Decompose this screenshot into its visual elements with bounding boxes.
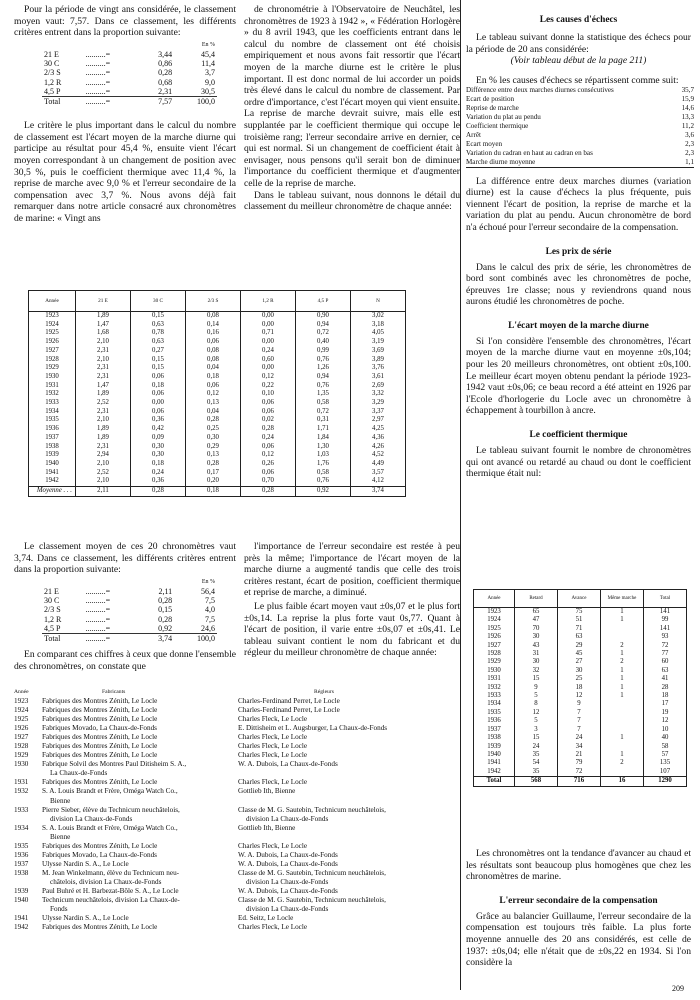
- proportion-table-best: En % 21 E ..........= 2,11 56,4 30 C ..........= 0,28 7,5 2/3 S ..........= 0,15 4,0 1,2 R ..........= 0,28 7,5 4,5 P ..........= 0,92 24,6 Total ..........= 3,74 100,0: [44, 578, 215, 643]
- paragraph: Pour la période de vingt ans considérée, le classement moyen vaut: 7,57. Dans ce classement, les différents critères entrent dans la proportion suivante:: [14, 4, 236, 39]
- column-1: [14, 4, 236, 225]
- table-row: 1923 1,89 0,15 0,08 0,00 0,90 3,02: [29, 312, 406, 321]
- paragraph: Le classement moyen de ces 20 chronomètres vaut 3,74. Dans ce classement, les différents critères entrent dans la proportion suivante:: [14, 541, 236, 576]
- column-3-bottom: [466, 848, 691, 969]
- winner-row: 1934 S. A. Louis Brandt et Frère, Oméga Watch Co., Gottlieb Ith, Bienne: [14, 823, 296, 832]
- heading: L'écart moyen de la marche diurne: [508, 320, 649, 331]
- table-row: 1924 47 51 1 99: [474, 616, 687, 624]
- table-row: 1923 65 75 1 141: [474, 608, 687, 617]
- winner-row: 1928 Fabriques des Montres Zénith, Le Locle Charles Fleck, Le Locle: [14, 742, 308, 751]
- winner-row-continued: division La Chaux-de-Fonds division La Chaux-de-Fonds: [50, 814, 329, 823]
- column-2: [244, 4, 460, 213]
- paragraph: En % les causes d'échecs se répartissent comme suit:: [476, 74, 679, 86]
- cause-row: Ecart moyen 2,3: [466, 139, 694, 148]
- winner-row: 1940 Technicum neuchâtelois, division La Chaux-de- Classe de M. G. Sautebin, Technicum neuchâtelois,: [14, 896, 386, 905]
- winner-row: 1931 Fabriques des Montres Zénith, Le Locle Charles Fleck, Le Locle: [14, 778, 308, 787]
- table-row: 1925 70 71 141: [474, 625, 687, 633]
- table-row: 1939 24 34 58: [474, 743, 687, 751]
- table-row: 1940 35 21 1 57: [474, 751, 687, 759]
- thermique-table-wrap: [473, 589, 687, 787]
- heading: Les causes d'échecs: [539, 15, 618, 25]
- mid-left-block: [14, 541, 236, 672]
- table-row: 1933 2,52 0,00 0,13 0,06 0,58 3,29: [29, 399, 406, 408]
- proportion-table: En % 21 E ..........= 3,44 45,4 30 C ..........= 0,86 11,4 2/3 S ..........= 0,28 3,7 1,2 R ..........= 0,68 9,0 4,5 P ..........= 2,31 30,5 Total ..........= 7,57 100,0: [44, 41, 215, 106]
- table-row: 1934 2,31 0,06 0,04 0,06 0,72 3,37: [29, 408, 406, 417]
- column-3: [466, 14, 694, 480]
- paragraph: Le critère le plus important dans le calcul du nombre de classement est l'écart moyen de la marche diurne qui participe au résultat pour 45,4 %, ensuite vient l'écart moyen correspondant à un changement de position avec 30,5 %, puis le coefficient thermique avec 11,4 %, la reprise de marche avec 9,0 % et l'erreur secondaire de la compensation avec 3,7 %. Nous avons déjà fait remarquer dans notre article consacré aux chronomètres de marine: « Vingt ans: [14, 120, 236, 224]
- table-row: 1938 15 24 1 40: [474, 734, 687, 742]
- cause-row: Variation du cadran en haut au cadran en bas 2,3: [466, 148, 694, 157]
- table-row: 1928 31 45 1 77: [474, 650, 687, 658]
- table-row: 1932 9 18 1 28: [474, 684, 687, 692]
- winner-row-continued: Fonds division La Chaux-de-Fonds: [50, 905, 329, 914]
- winner-row: 1936 Fabriques Movado, La Chaux-de-Fonds W. A. Dubois, La Chaux-de-Fonds: [14, 850, 338, 859]
- winner-row-continued: Bienne: [50, 832, 71, 841]
- total-row: Total 568 716 16 1290: [474, 777, 687, 786]
- paragraph: l'importance de l'erreur secondaire est restée à peu près la même; l'importance de l'écart moyen de la marche diurne a augmenté tandis que celle des trois critères restant, écart de position, coefficient thermique et reprise de marche, a diminué.: [244, 541, 460, 599]
- average-row: Moyenne . . . 2,11 0,28 0,18 0,28 0,92 3,74: [29, 487, 406, 497]
- cause-row: Arrêt 3,6: [466, 130, 694, 139]
- table-row: 1930 2,31 0,06 0,18 0,12 0,94 3,61: [29, 373, 406, 382]
- thermique-table: Année Retard Avance Même marche Total 1923 65 75 1 141 1924 47 51 1 99 1925 70 71 141 1926 30 63 93 1927 43 29 2 72 1928 31 45 1 77 1929 30 27 2 60 1930 32 30 1 63 1931 15 25 1 41 1932 9 18 1 28 1933 5 12 1 18 1934 8 9 17 1935 12 7 19 1936 5 7 12 1937 3 7 10 1938 15 24 1 40 1939 24 34 58 1940 35 21 1 57 1941 54 79 2 135 1942 35 72 107 Total 568 716 16 1290: [473, 589, 687, 787]
- winner-row: 1938 M. Jean Winkelmann, élève du Technicum neu- Classe de M. G. Sautebin, Technicum neuchâtelois,: [14, 868, 386, 877]
- winner-row: 1935 Fabriques des Montres Zénith, Le Locle Charles Fleck, Le Locle: [14, 841, 308, 850]
- table-row: 1937 1,89 0,09 0,30 0,24 1,84 4,36: [29, 434, 406, 443]
- table-row: 1937 3 7 10: [474, 726, 687, 734]
- winner-row: 1933 Pierre Sieber, élève du Technicum neuchâtelois, Classe de M. G. Sautebin, Technicum neuchâtelois,: [14, 805, 386, 814]
- winner-row: 1923 Fabriques des Montres Zénith, Le Locle Charles-Ferdinand Perret, Le Locle: [14, 697, 340, 705]
- paragraph: Les chronomètres ont la tendance d'avancer au chaud et les résultats sont beaucoup plus homogènes que chez les chronomètres de marine.: [466, 848, 691, 883]
- table-row: 1940 2,10 0,18 0,28 0,26 1,76 4,49: [29, 460, 406, 469]
- table-row: 1931 15 25 1 41: [474, 675, 687, 683]
- table-row: 1926 2,10 0,63 0,06 0,00 0,40 3,19: [29, 338, 406, 347]
- winner-row: 1937 Ulysse Nardin S. A., Le Locle W. A. Dubois, La Chaux-de-Fonds: [14, 859, 338, 868]
- table-row: 1924 1,47 0,63 0,14 0,00 0,94 3,18: [29, 321, 406, 330]
- paragraph: Grâce au balancier Guillaume, l'erreur secondaire de la compensation est toujours très faible. La plus forte moyenne annuelle des 20 ans considérés, est celle de 1937: ±0s,04; elle n'était que de ±0s,22 en 1934. Si l'on considère la: [466, 910, 691, 969]
- table-row: 1935 2,10 0,36 0,28 0,02 0,31 2,97: [29, 416, 406, 425]
- table-row: 1935 12 7 19: [474, 709, 687, 717]
- table-row: 1934 8 9 17: [474, 700, 687, 708]
- causes-list: [466, 86, 694, 167]
- paragraph: La différence entre deux marches diurnes (variation diurne) est la cause d'échecs la plus fréquente, puis viennent l'écart de position, la reprise de marche et la variation du plat au pendu. Aucun chronomètre de bord n'a échoué pour l'erreur secondaire de la compensation.: [466, 175, 691, 233]
- table-row: 1929 2,31 0,15 0,04 0,00 1,26 3,76: [29, 364, 406, 373]
- heading: Les prix de série: [545, 246, 612, 257]
- classement-table-wrap: [28, 290, 406, 497]
- column-divider: [460, 0, 461, 990]
- winner-row: 1927 Fabriques des Montres Zénith, Le Locle Charles Fleck, Le Locle: [14, 733, 308, 742]
- mid-right-block: [244, 541, 460, 659]
- winner-row: 1925 Fabriques des Montres Zénith, Le Locle Charles Fleck, Le Locle: [14, 715, 308, 724]
- paragraph: Le tableau suivant donne la statistique des échecs pour la période de 20 ans considérée:: [466, 32, 691, 55]
- paragraph: En comparant ces chiffres à ceux que donne l'ensemble des chronomètres, on constate que: [14, 649, 236, 672]
- table-row: 1932 1,89 0,06 0,12 0,10 1,35 3,32: [29, 390, 406, 399]
- classement-table: Année 21 E 30 C 2/3 S 1,2 R 4,5 P N 1923 1,89 0,15 0,08 0,00 0,90 3,02 1924 1,47 0,63 0,14 0,00 0,94 3,18 1925 1,68 0,78 0,16 0,71 0,72 4,05 1926 2,10 0,63 0,06 0,00 0,40 3,19 1927 2,31 0,27 0,08 0,24 0,99 3,69 1928 2,10 0,15 0,08 0,60 0,76 3,89 1929 2,31 0,15 0,04 0,00 1,26 3,76 1930 2,31 0,06 0,18 0,12 0,94 3,61 1931 1,47 0,18 0,06 0,22 0,76 2,69 1932 1,89 0,06 0,12 0,10 1,35 3,32 1933 2,52 0,00 0,13 0,06 0,58 3,29 1934 2,31 0,06 0,04 0,06 0,72 3,37 1935 2,10 0,36 0,28 0,02 0,31 2,97 1936 1,89 0,42 0,25 0,28 1,71 4,25 1937 1,89 0,09 0,30 0,24 1,84 4,36 1938 2,31 0,30 0,29 0,06 1,30 4,26 1939 2,94 0,30 0,13 0,12 1,03 4,52 1940 2,10 0,18 0,28 0,26 1,76 4,49 1941 2,52 0,24 0,17 0,06 0,58 3,57 1942 2,10 0,36 0,20 0,70 0,76 4,12 Moyenne . . . 2,11 0,28 0,18 0,28 0,92 3,74: [28, 290, 406, 497]
- table-row: 1936 1,89 0,42 0,25 0,28 1,71 4,25: [29, 425, 406, 434]
- winner-row: 1929 Fabriques des Montres Zénith, Le Locle Charles Fleck, Le Locle: [14, 751, 308, 760]
- winner-row: 1930 Fabrique Solvil des Montres Paul Ditisheim S. A., W. A. Dubois, La Chaux-de-Fonds: [14, 760, 338, 769]
- unit-label: En %: [201, 41, 215, 48]
- heading: L'erreur secondaire de la compensation: [499, 895, 658, 906]
- table-row: 1941 2,52 0,24 0,17 0,06 0,58 3,57: [29, 469, 406, 478]
- cause-row: Marche diurne moyenne 1,1: [466, 157, 694, 166]
- paragraph: Dans le calcul des prix de série, les chronomètres de bord sont combinés avec les chronomètres de poche, épreuves 1re classe; nous y reviendrons quand nous aurons étudié les chronomètres de poche.: [466, 261, 691, 308]
- table-row: 1942 2,10 0,36 0,20 0,70 0,76 4,12: [29, 477, 406, 486]
- cause-row: Différence entre deux marches diurnes consécutives 35,7: [466, 86, 694, 95]
- table-row: 1942 35 72 107: [474, 768, 687, 777]
- paragraph: de chronométrie à l'Observatoire de Neuchâtel, les chronomètres de 1923 à 1942 », « Fédération Horlogère » du 8 avril 1943, que les coefficients entrant dans le calcul du nombre de classement ont été choisis empiriquement et nous avons fait ressortir que l'écart moyen de la marche diurne est le critère le plus important. Il est donc normal de lui accorder un poids très élevé dans le calcul du nombre de classement. Par ordre d'importance, c'est l'écart moyen qui vient ensuite. La reprise de marche devrait suivre, mais elle est supplantée par le coefficient thermique qui occupe le troisième rang; l'erreur secondaire arrive en dernier, ce qui est normal. Si un changement de coefficient était à envisager, nous pensons qu'il serait bon de diminuer l'importance du coefficient thermique et d'augmenter celle de la reprise de marche.: [244, 4, 460, 189]
- winner-row-continued: La Chaux-de-Fonds: [50, 769, 108, 778]
- table-row: 1941 54 79 2 135: [474, 759, 687, 767]
- table-row: 1928 2,10 0,15 0,08 0,60 0,76 3,89: [29, 356, 406, 365]
- table-row: 1930 32 30 1 63: [474, 667, 687, 675]
- table-row: 1926 30 63 93: [474, 633, 687, 641]
- winner-row: 1924 Fabriques des Montres Zénith, Le Locle Charles-Ferdinand Perret, Le Locle: [14, 706, 340, 715]
- table-row: 1929 30 27 2 60: [474, 658, 687, 666]
- cause-row: Reprise de marche 14,6: [466, 104, 694, 113]
- table-row: 1938 2,31 0,30 0,29 0,06 1,30 4,26: [29, 443, 406, 452]
- winners-table: Année Fabricants Régleurs 1923 Fabriques des Montres Zénith, Le Locle Charles-Ferdinand Perret, Le Locle 1924 Fabriques des Montres Zénith, Le Locle Charles-Ferdinand Perret, Le Locle 1925 Fabriques des Montres Zénith, Le Locle Charles Fleck, Le Locle 1926 Fabriques Movado, La Chaux-de-Fonds E. Dittisheim et L. Augsburger, La Chaux-de-Fonds 1927 Fabriques des Montres Zénith, Le Locle Charles Fleck, Le Locle 1928 Fabriques des Montres Zénith, Le Locle Charles Fleck, Le Locle 1929 Fabriques des Montres Zénith, Le Locle Charles Fleck, Le Locle 1930 Fabrique Solvil des Montres Paul Ditisheim S. A., W. A. Dubois, La Chaux-de-Fonds La Chaux-de-Fonds 1931 Fabriques des Montres Zénith, Le Locle Charles Fleck, Le Locle 1932 S. A. Louis Brandt et Frère, Oméga Watch Co., Gottlieb Ith, Bienne Bienne 1933 Pierre Sieber, élève du Technicum neuchâtelois, Classe de M. G. Sautebin, Technicum neuchâtelois, division La Chaux-de-Fonds division La Chaux-de-Fonds 1934 S. A. Louis Brandt et Frère, Oméga Watch Co., Gottlieb Ith, Bienne Bienne 1935 Fabriques des Montres Zénith, Le Locle Charles Fleck, Le Locle 1936 Fabriques Movado, La Chaux-de-Fonds W. A. Dubois, La Chaux-de-Fonds 1937 Ulysse Nardin S. A., Le Locle W. A. Dubois, La Chaux-de-Fonds 1938 M. Jean Winkelmann, élève du Technicum neu- Classe de M. G. Sautebin, Technicum neuchâtelois, châtelois, division La Chaux-de-Fonds division La Chaux-de-Fonds 1939 Paul Buhré et H. Barbezat-Bôle S. A., Le Locle W. A. Dubois, La Chaux-de-Fonds 1940 Technicum neuchâtelois, division La Chaux-de- Classe de M. G. Sautebin, Technicum neuchâtelois, Fonds division La Chaux-de-Fonds 1941 Ulysse Nardin S. A., Le Locle Ed. Seitz, Le Locle 1942 Fabriques des Montres Zénith, Le Locle Charles Fleck, Le Locle: [14, 688, 458, 932]
- winner-row: 1926 Fabriques Movado, La Chaux-de-Fonds E. Dittisheim et L. Augsburger, La Chaux-de-Fonds: [14, 724, 388, 733]
- table-row: 1925 1,68 0,78 0,16 0,71 0,72 4,05: [29, 329, 406, 338]
- winner-row: 1939 Paul Buhré et H. Barbezat-Bôle S. A., Le Locle W. A. Dubois, La Chaux-de-Fonds: [14, 886, 338, 895]
- table-row: 1933 5 12 1 18: [474, 692, 687, 700]
- table-row: 1927 2,31 0,27 0,08 0,24 0,99 3,69: [29, 347, 406, 356]
- winner-row: 1942 Fabriques des Montres Zénith, Le Locle Charles Fleck, Le Locle: [14, 923, 308, 932]
- heading: Le coefficient thermique: [529, 430, 628, 441]
- winner-row: 1941 Ulysse Nardin S. A., Le Locle Ed. Seitz, Le Locle: [14, 914, 294, 923]
- paragraph: Le plus faible écart moyen vaut ±0s,07 et le plus fort ±0s,14. La reprise la plus forte vaut 0s,77. Quant à l'écart de position, il varie entre ±0s,07 et ±0s,41. Le tableau suivant contient le nom du fabricant et du régleur du meilleur chronomètre de chaque année:: [244, 600, 460, 659]
- page-number: 209: [672, 984, 684, 993]
- table-row: 1936 5 7 12: [474, 717, 687, 725]
- winner-row-continued: Bienne: [50, 796, 71, 805]
- winner-row: 1932 S. A. Louis Brandt et Frère, Oméga Watch Co., Gottlieb Ith, Bienne: [14, 787, 296, 796]
- paragraph: Le tableau suivant fournit le nombre de chronomètres qui ont avancé ou retardé au chaud ou dont le coefficient thermique était nul:: [466, 445, 691, 480]
- cause-row: Coefficient thermique 11,2: [466, 122, 694, 130]
- table-row: 1927 43 29 2 72: [474, 642, 687, 650]
- cause-row: Variation du plat au pendu 13,3: [466, 113, 694, 122]
- table-row: 1939 2,94 0,30 0,13 0,12 1,03 4,52: [29, 451, 406, 460]
- winner-row-continued: châtelois, division La Chaux-de-Fonds division La Chaux-de-Fonds: [50, 877, 329, 886]
- paragraph: Si l'on considère l'ensemble des chronomètres, l'écart moyen de la marche diurne vaut en moyenne ±0s,104; pour les 20 meilleurs chronomètres, ont obtient ±0s,100. Le meilleur écart moyen obtenu pendant la période 1923-1942 vaut ±0s,06; ce beau record a été atteint en 1926 par l'Ecole d'horlogerie du Locle avec un chronomètre à échappement à tourbillon à ancre.: [466, 335, 691, 417]
- paragraph: Dans le tableau suivant, nous donnons le détail du classement du meilleur chronomètre de chaque année:: [244, 189, 460, 213]
- table-row: 1931 1,47 0,18 0,06 0,22 0,76 2,69: [29, 382, 406, 391]
- cause-row: Ecart de position 15,9: [466, 95, 694, 104]
- reference-note: (Voir tableau début de la page 211): [510, 55, 647, 67]
